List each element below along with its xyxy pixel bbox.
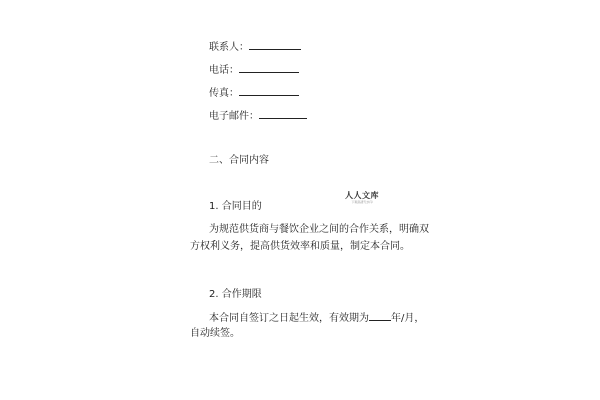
- term-length-blank[interactable]: [369, 310, 391, 321]
- fax-label: 传真：: [209, 88, 239, 99]
- section-two-heading: 二、合同内容: [209, 155, 269, 166]
- contact-person-field: [209, 39, 301, 55]
- email-blank[interactable]: [259, 108, 307, 119]
- clause-1-body-line-1: 为规范供货商与餐饮企业之间的合作关系，明确双: [209, 224, 429, 235]
- clause-1-body-line-2: 方权利义务，提高供货效率和质量，制定本合同。: [190, 241, 410, 252]
- phone-field: [209, 62, 299, 78]
- watermark-main-text: 人人文库: [345, 190, 379, 200]
- clause-1-title: 1. 合同目的: [209, 201, 262, 212]
- watermark-sub-text: 下载高清无水印: [351, 200, 373, 204]
- clause-2-body-suffix: 年/月，: [391, 313, 425, 324]
- clause-2-body-line-2: 自动续签。: [190, 328, 240, 339]
- clause-2-body-line-1: [209, 310, 424, 326]
- clause-2-body-prefix: 本合同自签订之日起生效，有效期为: [209, 313, 369, 324]
- email-label: 电子邮件：: [209, 111, 259, 122]
- fax-field: [209, 85, 299, 101]
- phone-label: 电话：: [209, 65, 239, 76]
- watermark-logo: [338, 190, 386, 205]
- clause-2-title: 2. 合作期限: [209, 289, 262, 300]
- contact-person-label: 联系人：: [209, 42, 249, 53]
- contact-person-blank[interactable]: [249, 39, 301, 50]
- email-field: [209, 108, 307, 124]
- phone-blank[interactable]: [239, 62, 299, 73]
- fax-blank[interactable]: [239, 85, 299, 96]
